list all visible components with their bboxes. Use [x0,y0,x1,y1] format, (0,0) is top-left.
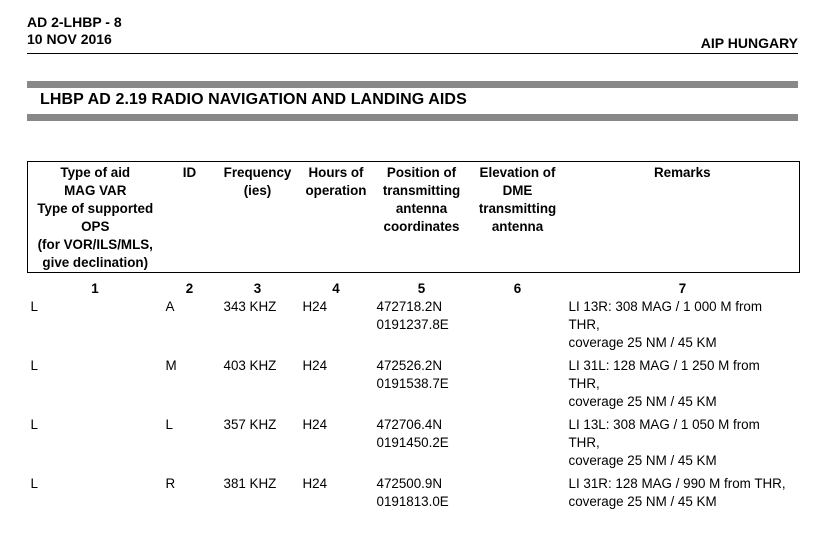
column-header-row [28,162,800,273]
column-number-1: 1 [91,281,99,296]
aid-id-cell-line: A [165,299,175,314]
remarks-cell-line: THR, [568,317,600,332]
column-header-line: Hours of [308,165,364,180]
frequency-cell-line: 357 KHZ [223,417,277,432]
column-header-line: coordinates [383,219,460,234]
elevation-cell [470,357,566,416]
document-date: 10 NOV 2016 [27,31,112,47]
hours-cell-line: H24 [302,299,328,314]
aid-type-cell [28,298,163,357]
remarks-cell [566,416,800,475]
section-top-bar [27,81,798,88]
column-number-4: 4 [332,281,340,296]
hours-cell-line: H24 [302,358,328,373]
position-cell-line: 472500.9N [376,476,443,491]
elevation-cell [470,416,566,475]
hours-cell [299,298,374,357]
column-header-line: Frequency [223,165,292,180]
aid-id-cell [163,357,217,416]
column-header-line: ID [182,165,197,180]
frequency-cell [217,298,299,357]
remarks-cell-line: coverage 25 NM / 45 KM [568,335,717,350]
hours-cell [299,475,374,534]
column-header-line: Type of aid [60,165,131,180]
remarks-cell [566,475,800,534]
remarks-cell-line: coverage 25 NM / 45 KM [568,394,717,409]
remarks-cell-line: coverage 25 NM / 45 KM [568,453,717,468]
column-header-6 [470,162,566,273]
column-number-6: 6 [513,281,522,296]
position-cell [374,298,470,357]
hours-cell-line: H24 [302,476,328,491]
frequency-cell [217,357,299,416]
table-row [28,357,800,416]
aid-id-cell-line: L [165,417,173,432]
column-header-line: (for VOR/ILS/MLS, [37,237,153,252]
column-header-2 [163,162,217,273]
remarks-cell [566,357,800,416]
remarks-cell-line: LI 31R: 128 MAG / 990 M from THR, [568,476,786,491]
aid-type-cell [28,416,163,475]
column-header-line: operation [305,183,367,198]
position-cell [374,357,470,416]
hours-cell [299,357,374,416]
publication-name: AIP HUNGARY [700,35,798,51]
column-header-1 [28,162,163,273]
position-cell-line: 0191237.8E [376,317,449,332]
position-cell [374,416,470,475]
position-cell-line: 0191450.2E [376,435,449,450]
elevation-cell [470,475,566,534]
column-number-5: 5 [417,281,426,296]
aid-id-cell [163,416,217,475]
frequency-cell-line: 381 KHZ [223,476,277,491]
column-header-line: antenna [491,219,544,234]
aid-type-cell-line: L [30,476,38,491]
remarks-cell-line: coverage 25 NM / 45 KM [568,494,717,509]
column-header-line: transmitting [382,183,461,198]
column-header-line: OPS [81,219,110,234]
column-header-7 [566,162,800,273]
hours-cell-line: H24 [302,417,328,432]
column-header-line: DME [502,183,533,198]
aid-type-cell [28,357,163,416]
position-cell [374,475,470,534]
column-number-3: 3 [253,281,262,296]
remarks-cell-line: LI 13L: 308 MAG / 1 050 M from [568,417,760,432]
frequency-cell [217,416,299,475]
column-header-line: MAG VAR [64,183,127,198]
aid-type-cell-line: L [30,417,38,432]
hours-cell [299,416,374,475]
column-header-line: transmitting [478,201,557,216]
remarks-cell [566,298,800,357]
position-cell-line: 0191813.0E [376,494,449,509]
column-header-3 [217,162,299,273]
column-number-row [28,273,800,299]
column-header-line: (ies) [243,183,272,198]
frequency-cell-line: 403 KHZ [223,358,277,373]
elevation-cell [470,298,566,357]
page-header-left [27,14,122,48]
position-cell-line: 472706.4N [376,417,443,432]
section-bottom-bar [27,114,798,121]
remarks-cell-line: LI 31L: 128 MAG / 1 250 M from [568,358,760,373]
column-header-5 [374,162,470,273]
column-header-line: antenna [395,201,448,216]
column-header-line: give declination) [42,255,149,270]
column-header-line: Type of supported [37,201,154,216]
position-cell-line: 0191538.7E [376,376,449,391]
frequency-cell [217,475,299,534]
header-rule [27,53,798,54]
table-row [28,416,800,475]
aid-type-cell-line: L [30,358,38,373]
aid-id-cell [163,475,217,534]
aid-type-cell-line: L [30,299,38,314]
column-header-4 [299,162,374,273]
table-body [28,298,800,534]
column-header-line: Elevation of [479,165,556,180]
radio-navigation-aids-table [27,161,800,534]
aid-id-cell-line: R [165,476,176,491]
aid-id-cell-line: M [165,358,177,373]
column-header-line: Position of [386,165,457,180]
position-cell-line: 472718.2N [376,299,443,314]
remarks-cell-line: THR, [568,435,600,450]
document-reference: AD 2-LHBP - 8 [27,14,122,30]
remarks-cell-line: LI 13R: 308 MAG / 1 000 M from [568,299,763,314]
section-title: LHBP AD 2.19 RADIO NAVIGATION AND LANDING AIDS [40,91,467,108]
aid-type-cell [28,475,163,534]
table-row [28,475,800,534]
table-row [28,298,800,357]
remarks-cell-line: THR, [568,376,600,391]
position-cell-line: 472526.2N [376,358,443,373]
column-number-2: 2 [185,281,194,296]
aid-id-cell [163,298,217,357]
frequency-cell-line: 343 KHZ [223,299,277,314]
column-number-7: 7 [678,281,687,296]
column-header-line: Remarks [653,165,711,180]
